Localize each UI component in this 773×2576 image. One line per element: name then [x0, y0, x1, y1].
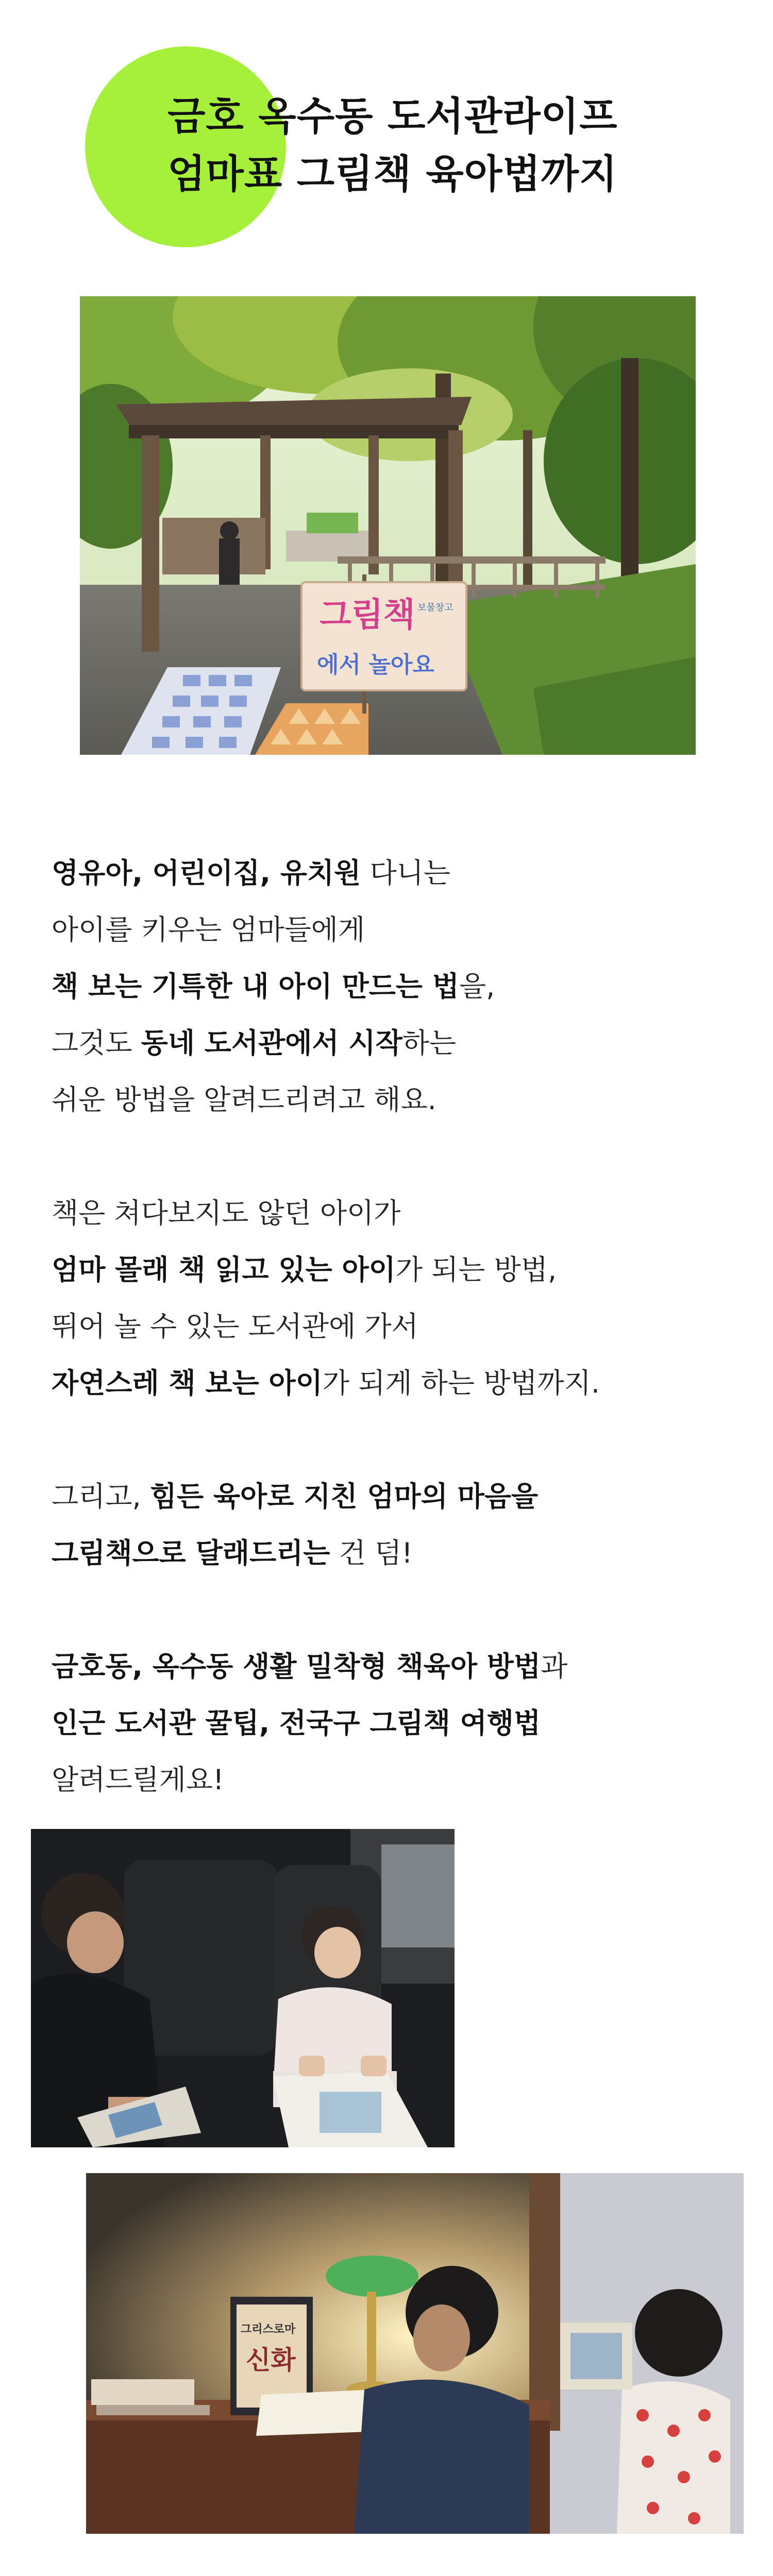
- text-segment: 다니는: [361, 857, 450, 889]
- bold-text-segment: 금호동, 옥수동 생활 밀착형 책육아 방법: [52, 1650, 541, 1683]
- text-segment: 그것도: [52, 1027, 141, 1059]
- intro-text: [52, 845, 732, 1808]
- text-line: [52, 845, 732, 902]
- bold-text-segment: 힘든 육아로 지친 엄마의 마음을: [149, 1480, 539, 1513]
- title-line-2: 엄마표 그림책 육아법까지: [167, 151, 618, 197]
- text-line: [52, 1752, 732, 1808]
- bold-text-segment: 자연스레 책 보는 아이: [52, 1367, 323, 1399]
- text-segment: 알려드릴게요!: [52, 1764, 224, 1796]
- text-segment: 쉬운 방법을 알려드리려고 해요.: [52, 1083, 436, 1116]
- text-segment: 책은 쳐다보지도 않던 아이가: [52, 1197, 401, 1229]
- text-segment: 가 되게 하는 방법까지.: [322, 1367, 600, 1399]
- text-segment: 뛰어 놀 수 있는 도서관에 가서: [52, 1310, 418, 1343]
- kids-reading-at-desk-photo: [86, 2173, 744, 2534]
- text-line: [52, 1015, 732, 1072]
- text-line: [52, 1468, 732, 1525]
- text-line: [52, 1298, 732, 1355]
- intro-paragraph-2: [52, 1185, 732, 1412]
- text-segment: 그리고,: [52, 1480, 150, 1513]
- text-segment: 을,: [459, 970, 495, 1003]
- bold-text-segment: 그림책으로 달래드리는: [52, 1537, 330, 1569]
- text-segment: 과: [541, 1650, 568, 1683]
- intro-paragraph-1: [52, 845, 732, 1128]
- title-line-1: 금호 옥수동 도서관라이프: [167, 93, 618, 139]
- kids-reading-in-car-photo: [31, 1829, 455, 2147]
- sign-line-1-small: 보물창고: [417, 602, 453, 613]
- text-segment: 가 되는 방법,: [395, 1253, 557, 1286]
- text-line: [52, 1638, 732, 1695]
- book-title: 신화: [246, 2345, 296, 2375]
- bold-text-segment: 동네 도서관에서 시작: [141, 1027, 402, 1059]
- text-segment: 하는: [402, 1027, 457, 1059]
- kids-in-car-illustration: [31, 1829, 455, 2147]
- bold-text-segment: 엄마 몰래 책 읽고 있는 아이: [52, 1253, 396, 1286]
- text-line: [52, 1242, 732, 1298]
- text-line: [52, 958, 732, 1015]
- intro-paragraph-4: [52, 1638, 732, 1808]
- text-line: [52, 1072, 732, 1128]
- library-pavilion-photo: [80, 296, 696, 755]
- text-line: [52, 1525, 732, 1582]
- text-line: [52, 902, 732, 958]
- text-segment: 건 덤!: [330, 1537, 413, 1569]
- page-title: [167, 88, 618, 203]
- kids-at-desk-illustration: [86, 2173, 744, 2534]
- intro-paragraph-3: [52, 1468, 732, 1582]
- bold-text-segment: 영유아, 어린이집, 유치원: [52, 857, 361, 889]
- text-segment: 아이를 키우는 엄마들에게: [52, 913, 365, 946]
- bold-text-segment: 인근 도서관 꿀팁, 전국구 그림책 여행법: [52, 1707, 541, 1739]
- sign-line-2: 에서 놀아요: [317, 652, 434, 678]
- text-line: [52, 1185, 732, 1242]
- sign-line-1: 그림책: [320, 596, 415, 634]
- book-text-small: 그리스로마: [241, 2323, 296, 2336]
- title-block: [85, 46, 703, 252]
- text-line: [52, 1695, 732, 1752]
- library-pavilion-illustration: [80, 296, 696, 755]
- text-line: [52, 1355, 732, 1412]
- bold-text-segment: 책 보는 기특한 내 아이 만드는 법: [52, 970, 459, 1003]
